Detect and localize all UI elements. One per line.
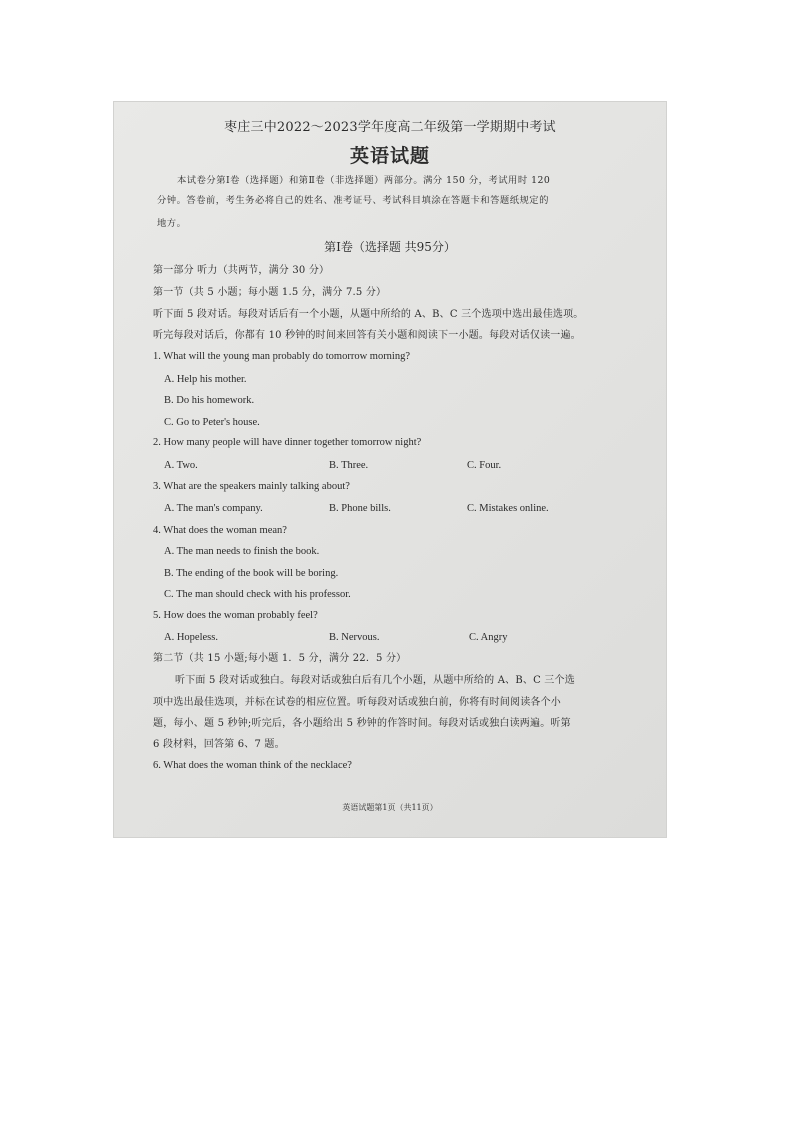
intro-line-2: 分钟。答卷前，考生务必将自己的姓名、准考证号、考试科目填涂在答题卡和答题纸规定的 [157,195,549,206]
sec2-instruction-2: 项中选出最佳选项，并标在试卷的相应位置。听每段对话或独白前，你将有时间阅读各个小 [153,697,561,708]
sec1-title: 第一节（共 5 小题；每小题 1.5 分，满分 7.5 分） [153,287,387,298]
exam-title: 枣庄三中2022～2023学年度高二年级第一学期期中考试 [224,120,556,135]
option-2a: A. Two. [164,460,198,471]
part1-title: 第Ⅰ卷（选择题 共95分） [324,240,456,254]
sec1-instruction-2: 听完每段对话后，你都有 10 秒钟的时间来回答有关小题和阅读下一小题。每段对话仅读一遍。 [153,330,581,341]
page-footer: 英语试题第1页（共11页） [342,803,438,812]
option-2c: C. Four. [467,460,502,471]
option-3a: A. The man's company. [164,503,263,514]
sec2-title: 第二节（共 15 小题;每小题 1．5 分，满分 22．5 分） [153,653,407,664]
question-stem-3: 3. What are the speakers mainly talking about? [153,481,350,492]
question-stem-5: 5. How does the woman probably feel? [153,610,318,621]
option-2b: B. Three. [329,460,369,471]
option-5b: B. Nervous. [329,632,380,643]
option-4a: A. The man needs to finish the book. [164,546,320,557]
question-stem-4: 4. What does the woman mean? [153,525,287,536]
intro-line-3: 地方。 [157,218,187,229]
question-stem-6: 6. What does the woman think of the necklace? [153,760,352,771]
sec2-instruction-3: 题，每小、题 5 秒钟;听完后，各小题给出 5 秒钟的作答时间。每段对话或独白读两遍。听第 [153,718,571,729]
subject-title: 英语试题 [349,145,430,167]
intro-line-1: 本试卷分第Ⅰ卷（选择题）和第Ⅱ卷（非选择题）两部分。满分 150 分，考试用时 120 [177,175,551,186]
section-listening-title: 第一部分 听力（共两节，满分 30 分） [153,265,330,276]
option-5a: A. Hopeless. [164,632,218,643]
sec1-instruction-1: 听下面 5 段对话。每段对话后有一个小题，从题中所给的 A、B、C 三个选项中选出最佳选项。 [153,309,584,320]
sec2-instruction-4: 6 段材料，回答第 6、7 题。 [153,739,285,750]
option-1c: C. Go to Peter's house. [164,417,260,428]
question-stem-2: 2. How many people will have dinner together tomorrow night? [153,437,422,448]
question-stem-1: 1. What will the young man probably do tomorrow morning? [153,351,411,362]
option-5c: C. Angry [469,632,508,643]
option-3c: C. Mistakes online. [467,503,549,514]
exam-page [113,101,667,838]
option-1b: B. Do his homework. [164,395,255,406]
sec2-instruction-1: 听下面 5 段对话或独白。每段对话或独白后有几个小题，从题中所给的 A、B、C 三个选 [175,675,575,686]
option-3b: B. Phone bills. [329,503,391,514]
option-4b: B. The ending of the book will be boring. [164,568,339,579]
option-1a: A. Help his mother. [164,374,247,385]
option-4c: C. The man should check with his professor. [164,589,351,600]
